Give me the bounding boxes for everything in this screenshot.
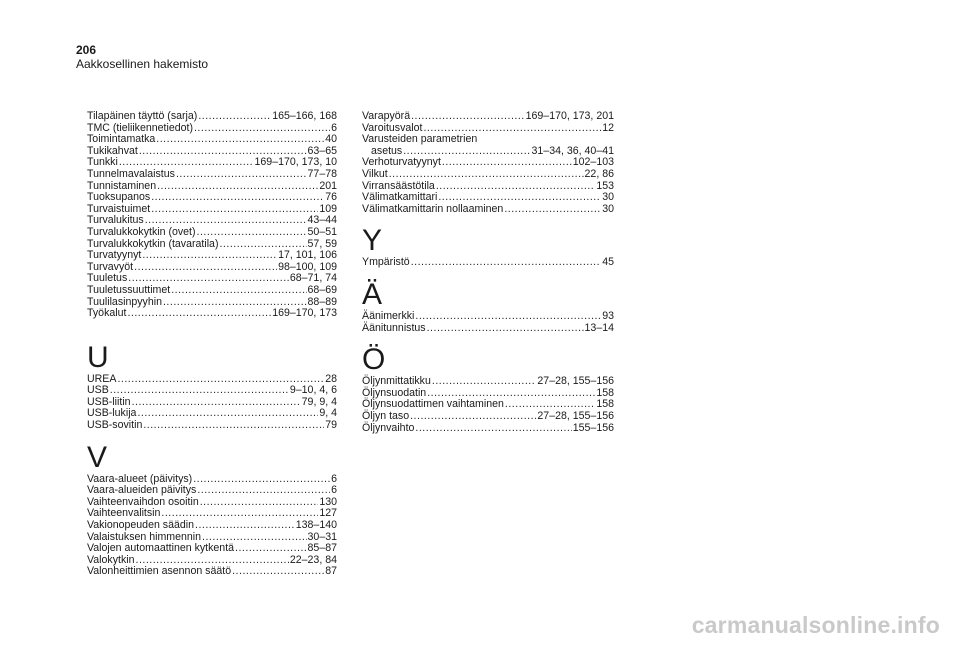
index-entry <box>362 157 614 169</box>
entry-pages: 27–28, 155–156 <box>537 375 614 388</box>
entry-pages: 50–51 <box>307 225 337 238</box>
index-entry <box>362 192 614 204</box>
index-entry <box>87 250 337 262</box>
index-group-v-rest <box>362 157 614 215</box>
dot-leader <box>171 285 306 297</box>
index-group-v-continued <box>362 111 614 134</box>
index-group-y <box>362 257 614 269</box>
entry-term: Öljynsuodatin <box>362 386 427 399</box>
index-column-left <box>87 111 337 578</box>
entry-pages: 153 <box>596 179 614 192</box>
entry-term: Vaara-alueet (päivitys) <box>87 472 193 485</box>
entry-pages: 30 <box>602 202 614 215</box>
dot-leader <box>415 311 601 323</box>
entry-term: Öljynsuodattimen vaihtaminen <box>362 398 504 411</box>
entry-pages: 169–170, 173, 10 <box>254 156 337 169</box>
entry-term: Vaihteenvalitsin <box>87 507 161 520</box>
entry-pages: 12 <box>602 121 614 134</box>
entry-term: Välimatkamittarin nollaaminen <box>362 202 504 215</box>
entry-term: Ympäristö <box>362 256 410 269</box>
entry-pages: 68–71, 74 <box>289 272 337 285</box>
dot-leader <box>151 204 318 216</box>
entry-pages: 169–170, 173, 201 <box>525 110 614 122</box>
entry-term: Välimatkamittari <box>362 191 438 204</box>
dot-leader <box>411 111 525 123</box>
entry-term: Vilkut <box>362 167 388 180</box>
entry-term: Tunkki <box>87 156 118 169</box>
index-entry <box>362 169 614 181</box>
entry-term: Virransäästötila <box>362 179 435 192</box>
index-entry <box>87 111 337 123</box>
index-group-a-umlaut <box>362 311 614 334</box>
dot-leader <box>436 181 595 193</box>
entry-pages: 30–31 <box>307 530 337 543</box>
entry-pages: 30 <box>602 191 614 204</box>
dot-leader <box>197 227 307 239</box>
entry-pages: 98–100, 109 <box>278 260 337 273</box>
entry-pages: 9, 4 <box>319 407 337 420</box>
entry-term: Verhoturvatyynyt <box>362 156 441 169</box>
entry-term: Valokytkin <box>87 553 135 566</box>
index-entry <box>362 323 614 335</box>
entry-pages: 158 <box>596 398 614 411</box>
index-group-u <box>87 374 337 432</box>
entry-term: Valojen automaattinen kytkentä <box>87 542 235 555</box>
entry-term: Öljynvaihto <box>362 421 415 434</box>
page-header <box>76 44 208 71</box>
dot-leader <box>195 520 295 532</box>
index-entry <box>87 520 337 532</box>
entry-term: USB-sovitin <box>87 419 143 432</box>
entry-pages: 6 <box>331 121 337 134</box>
dot-leader <box>411 257 602 269</box>
entry-pages: 158 <box>596 386 614 399</box>
entry-term: Vaara-alueiden päivitys <box>87 484 197 497</box>
entry-term: Äänimerkki <box>362 309 415 322</box>
dot-leader <box>198 111 271 123</box>
entry-pages: 76 <box>325 191 337 204</box>
entry-pages: 169–170, 173 <box>272 307 337 320</box>
entry-term: USB <box>87 384 109 397</box>
dot-leader <box>132 397 301 409</box>
entry-term: Tuoksupanos <box>87 191 151 204</box>
entry-term: Turvalukitus <box>87 214 144 227</box>
entry-term: Toimintamatka <box>87 133 156 146</box>
entry-term: Turvalukkokytkin (tavaratila) <box>87 237 219 250</box>
entry-pages: 87 <box>325 565 337 578</box>
dot-leader <box>142 250 277 262</box>
entry-pages: 9–10, 4, 6 <box>289 384 337 397</box>
index-entry <box>362 411 614 423</box>
entry-pages: 22, 86 <box>584 167 614 180</box>
entry-term: Öljynmittatikku <box>362 375 431 388</box>
entry-pages: 79, 9, 4 <box>301 395 337 408</box>
index-entry <box>362 376 614 388</box>
dot-leader <box>197 485 330 497</box>
index-letter-a-umlaut: Ä <box>362 277 383 311</box>
entry-pages: 17, 101, 106 <box>278 249 337 262</box>
entry-term: asetus <box>371 144 403 157</box>
entry-pages: 43–44 <box>307 214 337 227</box>
entry-pages: 45 <box>602 256 614 269</box>
dot-leader <box>415 423 571 435</box>
entry-pages: 27–28, 155–156 <box>537 409 614 422</box>
entry-pages: 88–89 <box>307 295 337 308</box>
dot-leader <box>427 323 584 335</box>
entry-term: Äänitunnistus <box>362 321 426 334</box>
index-entry <box>362 204 614 216</box>
index-letter-u: U <box>87 340 109 374</box>
entry-term: Tuuletus <box>87 272 128 285</box>
entry-pages: 155–156 <box>572 421 614 434</box>
dot-leader <box>232 566 324 578</box>
entry-pages: 127 <box>319 507 337 520</box>
entry-term: Tilapäinen täyttö (sarja) <box>87 110 198 122</box>
index-letter-o-umlaut: Ö <box>362 343 386 377</box>
entry-term: USB-liitin <box>87 395 131 408</box>
index-entry <box>87 308 337 320</box>
index-column-right <box>362 111 614 434</box>
entry-pages: 28 <box>325 372 337 385</box>
entry-pages: 6 <box>331 484 337 497</box>
dot-leader <box>389 169 584 181</box>
index-group-o-umlaut <box>362 376 614 434</box>
page-number: 206 <box>76 43 97 57</box>
entry-term: Työkalut <box>87 307 127 320</box>
dot-leader <box>410 411 536 423</box>
watermark: carmanualsonline.info <box>691 612 940 638</box>
entry-pages: 165–166, 168 <box>272 110 337 122</box>
dot-leader <box>193 474 330 486</box>
entry-term: Valaistuksen himmennin <box>87 530 202 543</box>
index-entry <box>87 285 337 297</box>
dot-leader <box>504 204 601 216</box>
entry-term: Varapyörä <box>362 110 411 122</box>
entry-term: Varoitusvalot <box>362 121 423 134</box>
index-entry <box>87 169 337 181</box>
dot-leader <box>176 169 307 181</box>
dot-leader <box>200 497 319 509</box>
entry-term: Tuuletussuuttimet <box>87 283 171 296</box>
dot-leader <box>438 192 601 204</box>
dot-leader <box>127 308 271 320</box>
index-entry <box>87 192 337 204</box>
index-entry <box>362 257 614 269</box>
dot-leader <box>156 134 324 146</box>
dot-leader <box>442 157 572 169</box>
entry-pages: 85–87 <box>307 542 337 555</box>
index-entry <box>87 227 337 239</box>
entry-term: Tuulilasinpyyhin <box>87 295 162 308</box>
entry-term: Valonheittimien asennon säätö <box>87 565 232 578</box>
dot-leader <box>151 192 324 204</box>
entry-pages: 63–65 <box>307 144 337 157</box>
entry-term: Öljyn taso <box>362 409 410 422</box>
index-entry <box>87 420 337 432</box>
entry-term: Vakionopeuden säädin <box>87 519 195 532</box>
entry-pages: 201 <box>319 179 337 192</box>
entry-term: Turvavyöt <box>87 260 134 273</box>
entry-pages: 13–14 <box>584 321 614 334</box>
dot-leader <box>143 420 324 432</box>
entry-pages: 31–34, 36, 40–41 <box>531 144 614 157</box>
entry-pages: 6 <box>331 472 337 485</box>
entry-term: USB-lukija <box>87 407 137 420</box>
entry-pages: 102–103 <box>572 156 614 169</box>
dot-leader <box>157 181 318 193</box>
entry-pages: 57, 59 <box>307 237 337 250</box>
index-entry <box>362 423 614 435</box>
dot-leader <box>194 123 330 135</box>
index-letter-v: V <box>87 440 108 474</box>
entry-term: Turvaistuimet <box>87 202 151 215</box>
index-group-t <box>87 111 337 320</box>
entry-pages: 22–23, 84 <box>289 553 337 566</box>
section-title: Aakkosellinen hakemisto <box>76 57 209 71</box>
entry-pages: 79 <box>325 419 337 432</box>
entry-term: UREA <box>87 372 117 385</box>
entry-term: Vaihteenvaihdon osoitin <box>87 495 199 508</box>
dot-leader <box>137 408 318 420</box>
entry-pages: 77–78 <box>307 167 337 180</box>
dot-leader <box>110 385 289 397</box>
index-entry <box>87 566 337 578</box>
dot-leader <box>134 262 277 274</box>
dot-leader <box>432 376 537 388</box>
entry-term: Turvatyynyt <box>87 249 142 262</box>
entry-pages: 130 <box>319 495 337 508</box>
index-group-v <box>87 474 337 578</box>
entry-pages: 93 <box>602 309 614 322</box>
index-entry <box>362 111 614 123</box>
entry-term: Tunnelmavalaistus <box>87 167 175 180</box>
index-entry <box>362 311 614 323</box>
entry-pages: 68–69 <box>307 283 337 296</box>
index-letter-y: Y <box>362 224 383 258</box>
entry-pages: 109 <box>319 202 337 215</box>
entry-term: Tunnistaminen <box>87 179 157 192</box>
entry-pages: 40 <box>325 133 337 146</box>
entry-pages: 138–140 <box>295 519 337 532</box>
entry-term: Turvalukkokytkin (ovet) <box>87 225 196 238</box>
entry-term: Tukikahvat <box>87 144 138 157</box>
entry-term: TMC (tieliikennetiedot) <box>87 121 193 134</box>
index-entry-label: Varusteiden parametrien <box>362 133 478 146</box>
